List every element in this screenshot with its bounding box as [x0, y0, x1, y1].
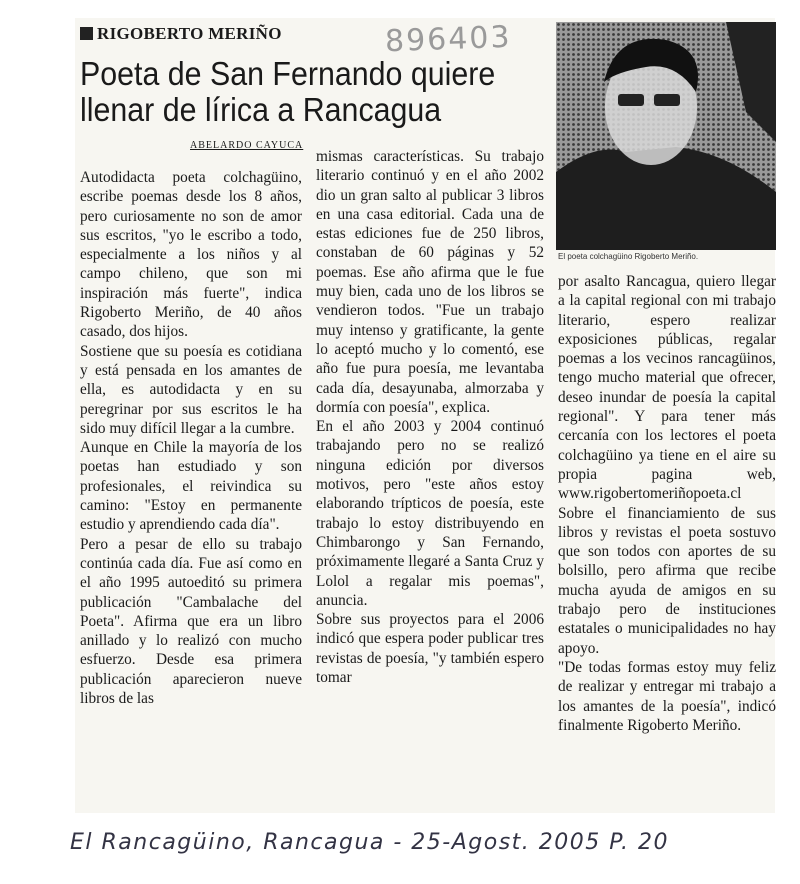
article-column-1: [80, 168, 302, 708]
paragraph: Aunque en Chile la mayoría de los poetas han estudiado y son profesionales, el reivindica su camino: "Estoy en permanente estudio y aprendiendo cada día".: [80, 439, 302, 534]
paragraph: En el año 2003 y 2004 continuó trabajando pero no se realizó ninguna edición por diversos motivos, pero "este años estoy elaborando trípticos de poesía, este trabajo lo estoy distribuyendo en Chimbarongo y San Fernando, próximamente llegaré a Santa Cruz y Lolol a regalar mis poemas", anuncia.: [316, 418, 544, 609]
handwritten-source-note: El Rancagüino, Rancagua - 25-Agost. 2005 P. 20: [70, 830, 669, 855]
paragraph: Sobre sus proyectos para el 2006 indicó que espera poder publicar tres revistas de poesía, "y también espero tomar: [316, 611, 544, 687]
photo-caption: El poeta colchagüino Rigoberto Meriño.: [558, 252, 699, 261]
paragraph: Pero a pesar de ello su trabajo continúa cada día. Fue así como en el año 1995 autoeditó su primera publicación "Cambalache del Poeta". Afirma que era un libro anillado y lo realizó con mucho esfuerzo. Desde esa primera publicación aparecieron nueve libros de las: [80, 535, 302, 708]
poet-photo: [556, 22, 776, 250]
paragraph: Sobre el financiamiento de sus libros y revistas el poeta sostuvo que son todos con aportes de su bolsillo, pero afirma que recibe mucha ayuda de amigos en su trabajo pero de instituciones estatales o municipalidades no hay apoyo.: [558, 504, 776, 657]
paragraph: "De todas formas estoy muy feliz de realizar y entregar mi trabajo a los amantes de la poesía", indicó finalmente Rigoberto Meriño.: [558, 658, 776, 734]
section-label: RIGOBERTO MERIÑO: [80, 24, 282, 44]
paragraph: mismas características. Su trabajo literario continuó y en el año 2002 dio un gran salto al publicar 3 libros en una casa editorial. Cada una de estas ediciones fue de 250 libros, constaban de 60 páginas y 52 poemas. Ese año afirma que le fue muy bien, cada uno de los libros se vendieron todos. "Fue un trabajo muy intenso y gratificante, la gente lo aceptó mucho y lo comentó, ese año fue pura poesía, me levantaba cada día, desayunaba, almorzaba y dormía con poesía", explica.: [316, 148, 544, 416]
article-column-3: [558, 272, 776, 735]
square-bullet-icon: [80, 27, 93, 40]
archive-number: 896403: [384, 19, 513, 60]
paragraph: por asalto Rancagua, quiero llegar a la capital regional con mi trabajo literario, espero realizar exposiciones públicas, regalar poemas a los vecinos rancagüinos, tengo mucho material que ofrecer, deseo inundar de poesía la capital regional". Y para tener más cercanía con los lectores el poeta colchagüino ya tiene en el aire su propia pagina web, www.rigobertomeriñopoeta.cl: [558, 273, 776, 503]
headline: Poeta de San Fernando quiere llenar de lírica a Rancagua: [80, 55, 496, 128]
byline: ABELARDO CAYUCA: [190, 140, 304, 151]
paragraph: Sostiene que su poesía es cotidiana y está pensada en los amantes de ella, es autodidacta y en su peregrinar por sus escritos le ha sido muy difícil llegar a la cumbre.: [80, 342, 302, 437]
paragraph: Autodidacta poeta colchagüino, escribe poemas desde los 8 años, pero curiosamente no son de amor sus escritos, "yo le escribo a todo, especialmente a los niños y al campo chileno, que son mi inspiración más fuerte", indica Rigoberto Meriño, de 40 años casado, dos hijos.: [80, 169, 302, 341]
article-column-2: [316, 147, 544, 687]
